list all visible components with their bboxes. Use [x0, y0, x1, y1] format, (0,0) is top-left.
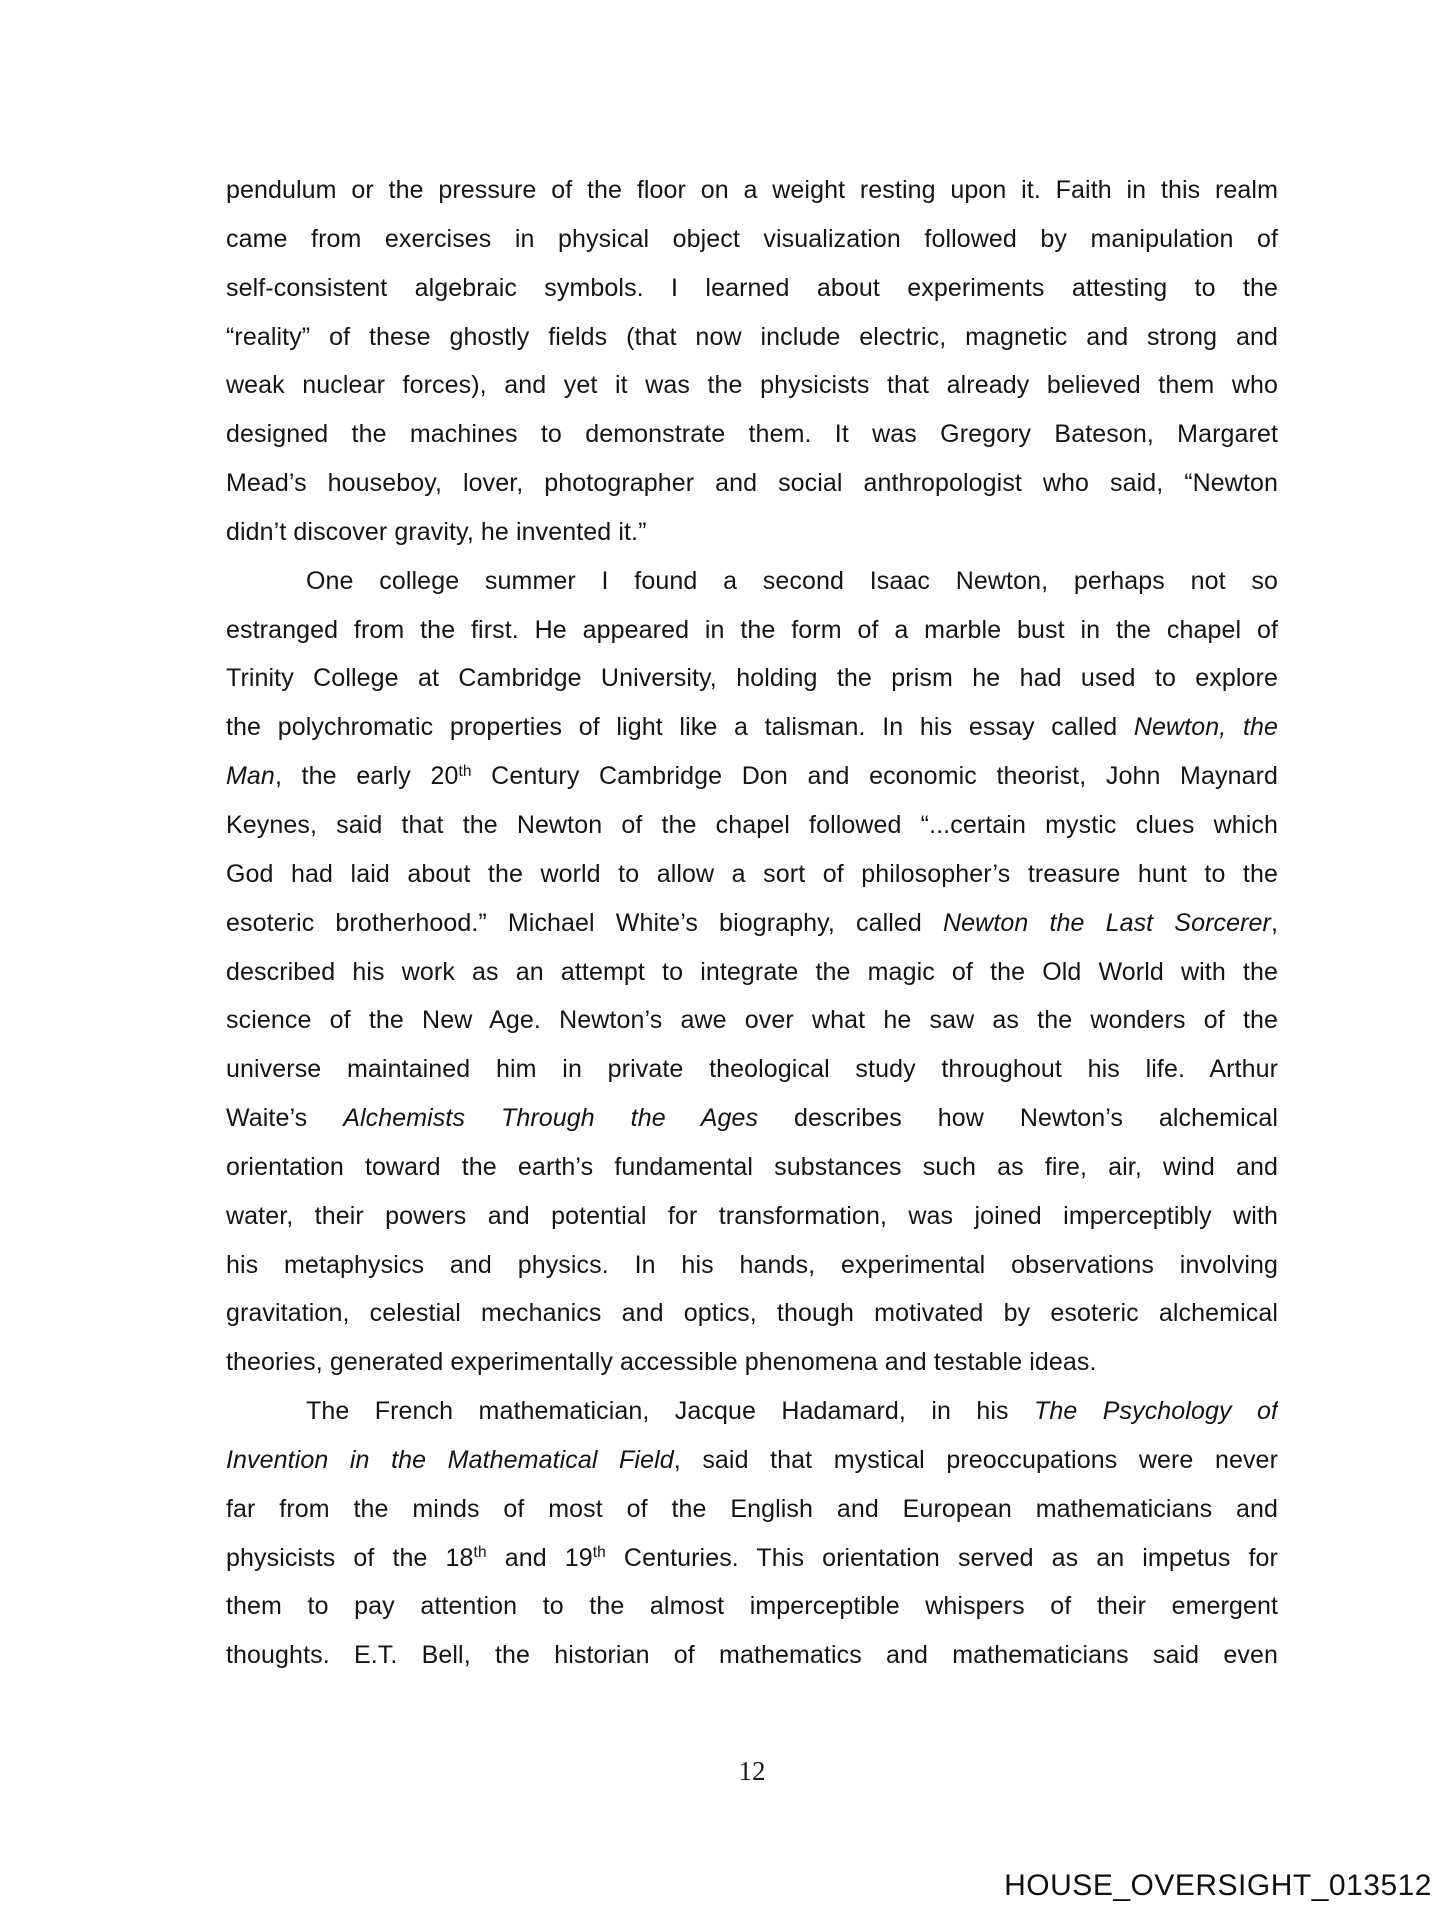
text-segment: universe maintained him in private theological study throughout his life. Arthur: [226, 1055, 1278, 1084]
text-segment: God had laid about the world to allow a sort of philosopher’s treasure hunt to the: [226, 859, 1278, 888]
text-line: [226, 410, 1278, 459]
text-segment: , said that mystical preoccupations were never: [673, 1445, 1278, 1474]
page-number: 12: [738, 1756, 766, 1786]
text-segment: theories, generated experimentally accessible phenomena and testable ideas.: [226, 1348, 1097, 1377]
text-line: [226, 459, 1278, 508]
text-segment: water, their powers and potential for transformation, was joined imperceptibly with: [226, 1201, 1278, 1230]
text-line: [226, 1436, 1278, 1485]
text-segment: describes how Newton’s alchemical: [758, 1104, 1278, 1133]
italic-text: Newton, the: [1133, 713, 1278, 742]
text-line: [226, 899, 1278, 948]
text-line: [226, 1143, 1278, 1192]
text-line: [226, 703, 1278, 752]
text-line: [226, 1485, 1278, 1534]
text-line: [226, 1582, 1278, 1631]
italic-text: Man: [226, 762, 275, 791]
text-line: [226, 557, 1278, 606]
text-segment: orientation toward the earth’s fundamental substances such as fire, air, wind and: [226, 1152, 1278, 1181]
text-line: [226, 654, 1278, 703]
text-segment: self-consistent algebraic symbols. I learned about experiments attesting to the: [226, 273, 1278, 302]
text-segment: Centuries. This orientation served as an impetus for: [605, 1543, 1278, 1572]
text-segment: his metaphysics and physics. In his hands, experimental observations involving: [226, 1250, 1278, 1279]
text-line: [226, 1045, 1278, 1094]
text-line: [226, 850, 1278, 899]
paragraph: [226, 557, 1278, 1387]
text-line: [226, 1631, 1278, 1680]
text-segment: pendulum or the pressure of the floor on a weight resting upon it. Faith in this realm: [226, 176, 1278, 204]
paragraph: [226, 1387, 1278, 1680]
text-line: [226, 508, 1278, 557]
text-line: [226, 948, 1278, 997]
italic-text: Alchemists Through the Ages: [343, 1104, 759, 1133]
text-segment: Century Cambridge Don and economic theorist, John Maynard: [471, 762, 1278, 791]
text-segment: the polychromatic properties of light like a talisman. In his essay called: [226, 713, 1134, 742]
text-line: [226, 361, 1278, 410]
text-line: [226, 1289, 1278, 1338]
text-line: [226, 1094, 1278, 1143]
text-segment: them to pay attention to the almost imperceptible whispers of their emergent: [226, 1592, 1278, 1621]
text-line: [226, 313, 1278, 362]
superscript-text: th: [473, 1544, 487, 1562]
text-segment: gravitation, celestial mechanics and optics, though motivated by esoteric alchemical: [226, 1299, 1278, 1328]
text-segment: and 19: [486, 1543, 593, 1572]
italic-text: Invention in the Mathematical Field: [226, 1445, 674, 1474]
text-segment: ,: [1270, 908, 1278, 937]
text-segment: Trinity College at Cambridge University, holding the prism he had used to explore: [226, 664, 1278, 693]
text-line: [226, 1534, 1278, 1583]
text-segment: thoughts. E.T. Bell, the historian of mathematics and mathematicians said even: [226, 1641, 1278, 1670]
text-segment: far from the minds of most of the English and European mathematicians and: [226, 1494, 1278, 1523]
italic-text: The Psychology of: [1033, 1397, 1278, 1426]
text-segment: weak nuclear forces), and yet it was the physicists that already believed them who: [226, 371, 1278, 400]
text-line: [226, 801, 1278, 850]
text-segment: came from exercises in physical object visualization followed by manipulation of: [226, 224, 1278, 253]
text-segment: One college summer I found a second Isaac Newton, perhaps not so: [306, 566, 1278, 595]
text-segment: esoteric brotherhood.” Michael White’s biography, called: [226, 908, 944, 937]
text-segment: designed the machines to demonstrate them. It was Gregory Bateson, Margaret: [226, 420, 1278, 449]
text-segment: Keynes, said that the Newton of the chapel followed “...certain mystic clues which: [226, 810, 1278, 839]
text-line: [226, 1241, 1278, 1290]
superscript-text: th: [592, 1544, 606, 1562]
text-segment: estranged from the first. He appeared in the form of a marble bust in the chapel of: [226, 615, 1278, 644]
text-segment: The French mathematician, Jacque Hadamard, in his: [306, 1397, 1034, 1426]
superscript-text: th: [458, 762, 472, 780]
text-line: [226, 166, 1278, 215]
paragraph: [226, 166, 1278, 557]
text-segment: didn’t discover gravity, he invented it.”: [226, 517, 647, 546]
text-line: [226, 264, 1278, 313]
text-line: [226, 996, 1278, 1045]
text-block: [226, 166, 1278, 1680]
text-segment: , the early 20: [274, 762, 459, 791]
text-segment: physicists of the 18: [226, 1543, 474, 1572]
text-segment: Mead’s houseboy, lover, photographer and social anthropologist who said, “Newton: [226, 469, 1278, 498]
text-segment: “reality” of these ghostly fields (that now include electric, magnetic and strong and: [226, 322, 1278, 351]
bates-stamp: HOUSE_OVERSIGHT_013512: [1004, 1869, 1432, 1902]
text-segment: Waite’s: [226, 1104, 344, 1133]
text-line: [226, 1192, 1278, 1241]
text-line: [226, 215, 1278, 264]
text-segment: described his work as an attempt to integrate the magic of the Old World with the: [226, 957, 1278, 986]
text-line: [226, 1387, 1278, 1436]
text-line: [226, 752, 1278, 801]
text-line: [226, 606, 1278, 655]
text-line: [226, 1338, 1278, 1387]
text-segment: science of the New Age. Newton’s awe over what he saw as the wonders of the: [226, 1006, 1278, 1035]
italic-text: Newton the Last Sorcerer: [943, 908, 1271, 937]
